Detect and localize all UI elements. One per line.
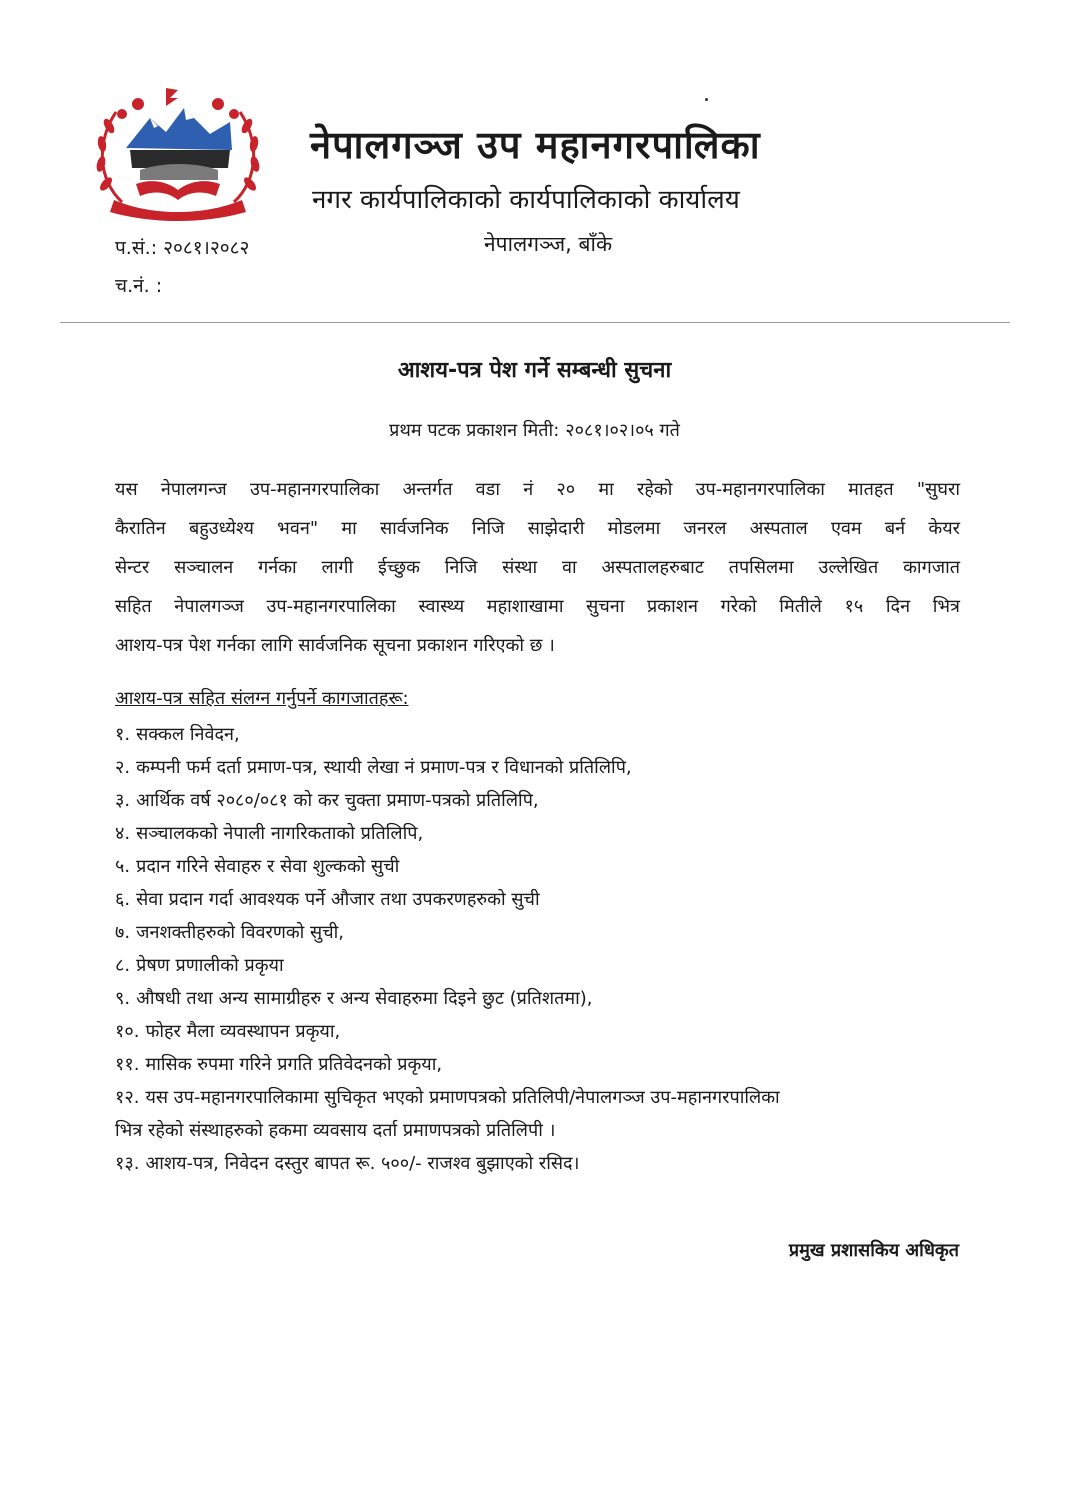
list-item (115, 718, 945, 751)
body-line: यस नेपालगन्ज उप-महानगरपालिका अन्तर्गत वडा नं २० मा रहेको उप-महानगरपालिका मातहत "सुघरा (115, 479, 960, 500)
office-location: नेपालगञ्ज, बाँके (484, 232, 613, 256)
body-line: सहित नेपालगञ्ज उप-महानगरपालिका स्वास्थ्य महाशाखामा सुचना प्रकाशन गरेको मितीले १५ दिन भित्र (115, 596, 960, 617)
item-number: १३. (115, 1153, 140, 1174)
publication-date (0, 418, 1069, 442)
dispatch-number: च.नं. : (115, 275, 163, 297)
item-number: ७. (115, 922, 131, 943)
list-item (115, 1147, 945, 1180)
item-text: यस उप-महानगरपालिकामा सुचिकृत भएको प्रमाणपत्रको प्रतिलिपी/नेपालगञ्ज उप-महानगरपालिका (145, 1087, 780, 1108)
documents-heading: आशय-पत्र सहित संलग्न गर्नुपर्ने कागजातहरू: (115, 688, 409, 709)
item-number: ६. (115, 889, 131, 910)
item-text: सक्कल निवेदन, (136, 724, 240, 745)
item-number: ३. (115, 790, 131, 811)
item-text: आर्थिक वर्ष २०८०/०८१ को कर चुक्ता प्रमाण-पत्रको प्रतिलिपि, (136, 790, 539, 811)
body-line: सेन्टर सञ्चालन गर्नका लागी ईच्छुक निजि संस्था वा अस्पतालहरुबाट तपसिलमा उल्लेखित कागजात (115, 557, 960, 578)
reference-number: प.सं.: २०८१।२०८२ (115, 237, 250, 259)
item-number: ५. (115, 856, 131, 877)
item-text: सेवा प्रदान गर्दा आवश्यक पर्ने औजार तथा उपकरणहरुको सुची (136, 889, 540, 910)
item-text: जनशक्तीहरुको विवरणको सुची, (136, 922, 345, 943)
documents-list (115, 718, 945, 1180)
item-text: प्रदान गरिने सेवाहरु र सेवा शुल्कको सुची (136, 856, 400, 877)
item-text: आशय-पत्र, निवेदन दस्तुर बापत रू. ५००/- राजश्व बुझाएको रसिद। (145, 1153, 580, 1174)
list-item (115, 916, 945, 949)
publication-date-label: प्रथम पटक प्रकाशन मिती: (389, 420, 560, 441)
list-item (115, 982, 945, 1015)
notice-body (115, 470, 960, 665)
list-item (115, 1081, 945, 1147)
item-text: मासिक रुपमा गरिने प्रगति प्रतिवेदनको प्रकृया, (145, 1054, 443, 1075)
publication-date-value: २०८१।०२।०५ गते (565, 420, 680, 441)
list-item (115, 784, 945, 817)
list-item (115, 751, 945, 784)
stray-dot (705, 98, 708, 101)
header-divider (60, 322, 1010, 323)
list-item (115, 883, 945, 916)
item-number: ११. (115, 1054, 140, 1075)
item-number: २. (115, 757, 131, 778)
body-line: आशय-पत्र पेश गर्नका लागि सार्वजनिक सूचना प्रकाशन गरिएको छ । (115, 635, 555, 656)
item-number: १०. (115, 1021, 140, 1042)
item-text: कम्पनी फर्म दर्ता प्रमाण-पत्र, स्थायी लेखा नं प्रमाण-पत्र र विधानको प्रतिलिपि, (136, 757, 632, 778)
item-text: प्रेषण प्रणालीको प्रकृया (136, 955, 284, 976)
list-item (115, 1015, 945, 1048)
item-number: ९. (115, 988, 131, 1009)
item-number: १. (115, 724, 131, 745)
nepal-government-emblem-icon (92, 84, 264, 222)
list-item (115, 817, 945, 850)
org-name: नेपालगञ्ज उप महानगरपालिका (310, 123, 761, 167)
office-name: नगर कार्यपालिकाको कार्यपालिकाको कार्यालय (312, 185, 740, 215)
item-number: ८. (115, 955, 131, 976)
notice-title: आशय-पत्र पेश गर्ने सम्बन्धी सुचना (397, 358, 672, 383)
item-text: फोहर मैला व्यवस्थापन प्रकृया, (145, 1021, 341, 1042)
list-item (115, 949, 945, 982)
item-text-continuation: भित्र रहेको संस्थाहरुको हकमा व्यवसाय दर्ता प्रमाणपत्रको प्रतिलिपी । (115, 1120, 556, 1141)
list-item (115, 850, 945, 883)
item-number: १२. (115, 1087, 140, 1108)
item-text: औषधी तथा अन्य सामाग्रीहरु र अन्य सेवाहरुमा दिइने छुट (प्रतिशतमा), (136, 988, 593, 1009)
list-item (115, 1048, 945, 1081)
item-text: सञ्चालकको नेपाली नागरिकताको प्रतिलिपि, (136, 823, 424, 844)
signatory-title: प्रमुख प्रशासकिय अधिकृत (788, 1240, 959, 1261)
body-line: कैरातिन बहुउध्येश्य भवन" मा सार्वजनिक निजि साझेदारी मोडलमा जनरल अस्पताल एवम बर्न केयर (115, 518, 960, 539)
item-number: ४. (115, 823, 131, 844)
